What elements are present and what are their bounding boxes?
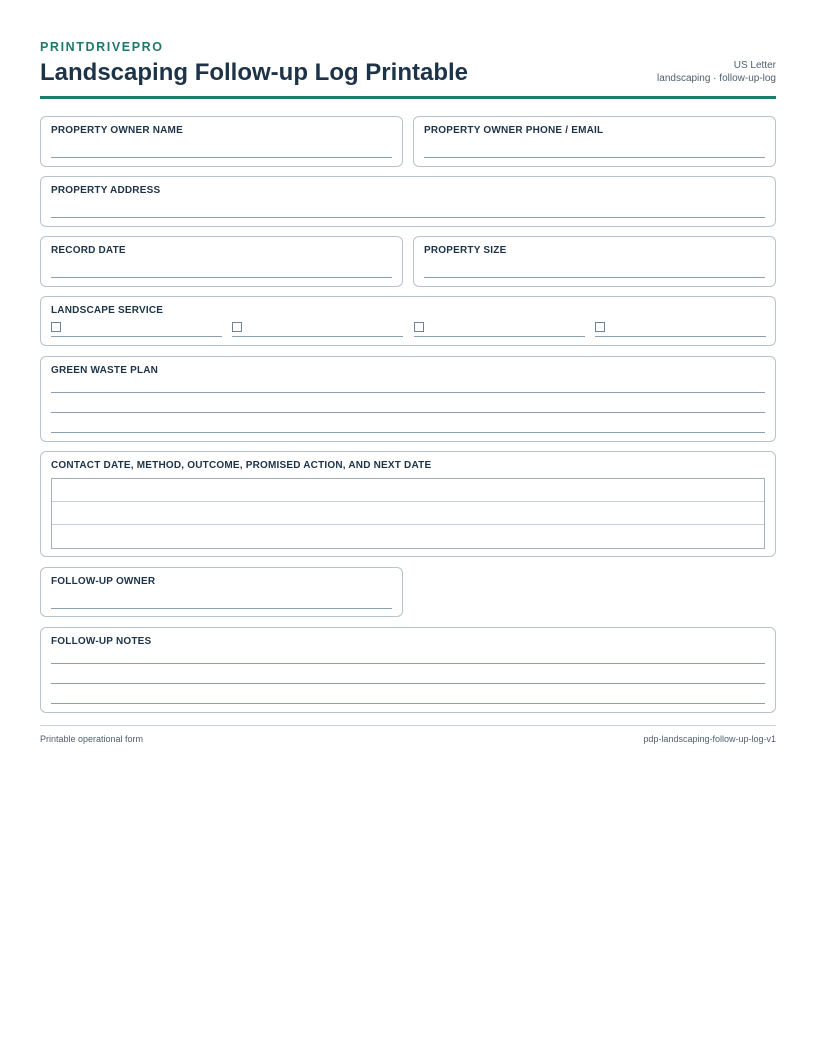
write-line: [51, 392, 765, 393]
write-line: [51, 663, 765, 664]
followup-notes-field[interactable]: [40, 627, 776, 713]
write-line: [51, 277, 392, 278]
form-tags: landscaping · follow-up-log: [657, 73, 776, 84]
write-line: [51, 432, 765, 433]
property-address-field[interactable]: [40, 176, 776, 227]
field-label: PROPERTY OWNER NAME: [51, 125, 183, 136]
contact-log-field: [40, 451, 776, 557]
write-line: [595, 336, 766, 337]
write-line: [51, 608, 392, 609]
paper-size: US Letter: [733, 60, 776, 71]
checkbox[interactable]: [414, 322, 424, 332]
write-line: [51, 157, 392, 158]
write-line: [232, 336, 403, 337]
field-label: FOLLOW-UP NOTES: [51, 636, 152, 647]
green-waste-plan-field[interactable]: [40, 356, 776, 442]
service-option-4: [595, 322, 766, 337]
write-line: [51, 703, 765, 704]
field-label: CONTACT DATE, METHOD, OUTCOME, PROMISED ACTION, AND NEXT DATE: [51, 460, 432, 471]
write-line: [424, 157, 765, 158]
followup-owner-field[interactable]: [40, 567, 403, 617]
owner-name-field[interactable]: [40, 116, 403, 167]
record-date-field[interactable]: [40, 236, 403, 287]
property-size-field[interactable]: [413, 236, 776, 287]
field-label: LANDSCAPE SERVICE: [51, 305, 164, 316]
field-label: PROPERTY SIZE: [424, 245, 507, 256]
write-line: [424, 277, 765, 278]
owner-contact-field[interactable]: [413, 116, 776, 167]
landscape-service-field: [40, 296, 776, 346]
checkbox[interactable]: [232, 322, 242, 332]
footer-divider: [40, 725, 776, 726]
page-title: Landscaping Follow-up Log Printable: [40, 59, 468, 86]
checkbox[interactable]: [595, 322, 605, 332]
write-line: [414, 336, 585, 337]
field-label: PROPERTY OWNER PHONE / EMAIL: [424, 125, 604, 136]
form-id: pdp-landscaping-follow-up-log-v1: [643, 734, 776, 744]
field-label: RECORD DATE: [51, 245, 126, 256]
footer-description: Printable operational form: [40, 734, 144, 744]
brand-name: PRINTDRIVEPRO: [40, 40, 164, 54]
page-meta: [657, 59, 776, 85]
field-label: PROPERTY ADDRESS: [51, 185, 161, 196]
contact-log-table: [51, 478, 765, 549]
write-line: [51, 217, 765, 218]
write-line: [51, 683, 765, 684]
field-label: GREEN WASTE PLAN: [51, 365, 159, 376]
table-row[interactable]: [52, 525, 764, 548]
table-row[interactable]: [52, 502, 764, 525]
checkbox[interactable]: [51, 322, 61, 332]
service-option-2: [232, 322, 403, 337]
service-option-3: [414, 322, 585, 337]
service-option-1: [51, 322, 222, 337]
field-label: FOLLOW-UP OWNER: [51, 576, 156, 587]
write-line: [51, 336, 222, 337]
table-row[interactable]: [52, 479, 764, 502]
header-divider: [40, 96, 776, 99]
write-line: [51, 412, 765, 413]
